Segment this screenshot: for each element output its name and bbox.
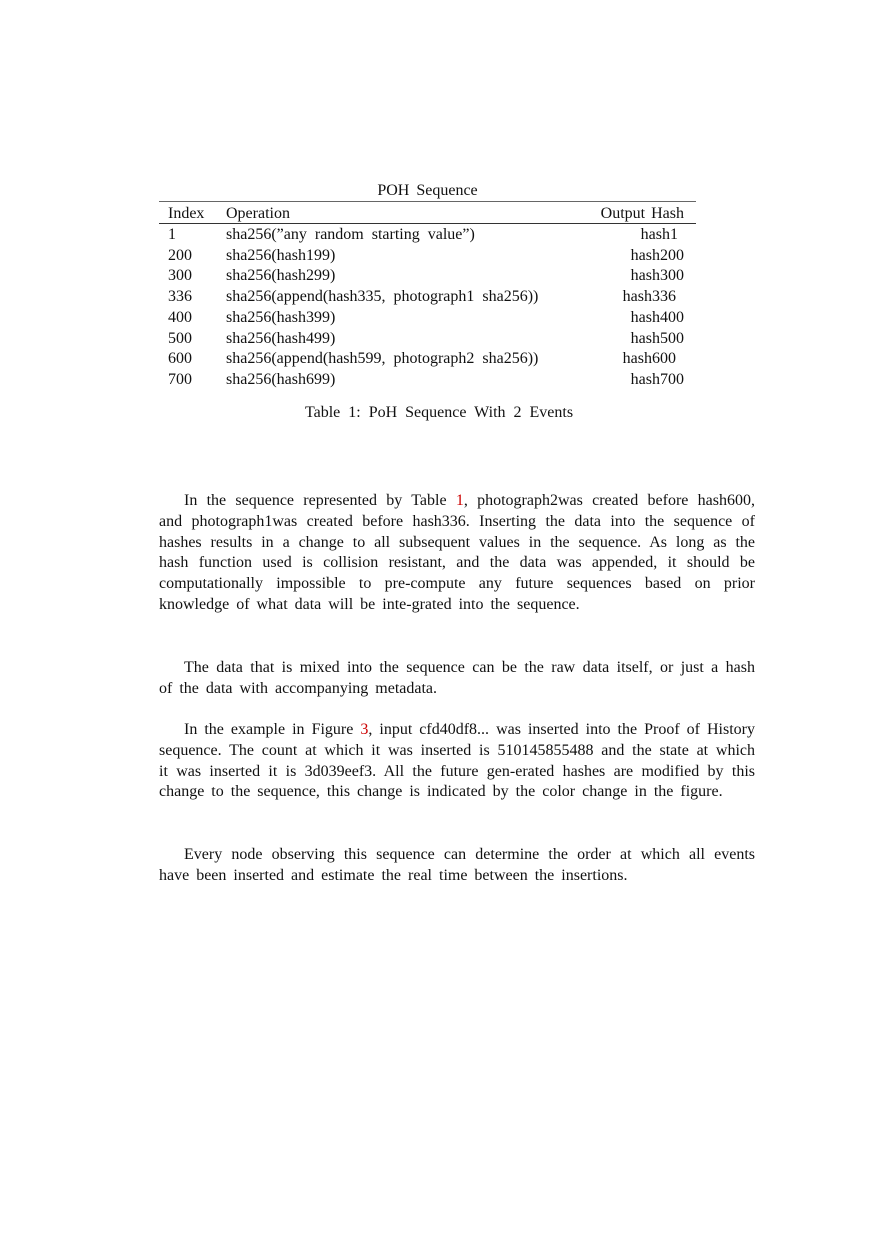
- header-output-hash: Output Hash: [581, 202, 696, 224]
- table-row: [159, 266, 696, 287]
- cell-operation: sha256(hash199): [226, 246, 336, 264]
- table-title-text: POH Sequence: [377, 182, 478, 199]
- cell-output: hash300: [630, 267, 684, 285]
- paragraph-table-explanation: [159, 491, 755, 637]
- paragraph-text: , input cfd40df8... was inserted into the Proof of History sequence. The count at which it was inserted is 510145855488 and the state at which it was inserted it is 3d039eef3. All the future gen-erated hashes are modified by this change to the sequence, this change is indicated by the color change in the figure.: [159, 721, 756, 801]
- paragraph-text: The data that is mixed into the sequence can be the raw data itself, or just a hash of the data with accompanying metadata.: [159, 659, 755, 697]
- table-row: [159, 349, 696, 370]
- cell-index: 336: [168, 288, 192, 306]
- cell-operation: sha256(append(hash599, photograph2 sha256)): [226, 350, 539, 368]
- cell-index: 600: [168, 350, 192, 368]
- cell-output: hash336: [622, 288, 676, 306]
- table-reference-link[interactable]: 1: [455, 492, 464, 509]
- cell-operation: sha256(hash499): [226, 329, 336, 347]
- cell-index: 400: [168, 308, 192, 326]
- cell-index: 200: [168, 246, 192, 264]
- cell-operation: sha256(hash299): [226, 267, 336, 285]
- poh-sequence-table-block: [159, 181, 696, 391]
- cell-output: hash1: [640, 226, 678, 243]
- table-row: [159, 308, 696, 329]
- table-title: [159, 181, 696, 201]
- paragraph-node-observing: [159, 845, 755, 907]
- table-row: [159, 287, 696, 308]
- table-row: [159, 329, 696, 350]
- header-index: Index: [159, 202, 226, 224]
- cell-index: 500: [168, 329, 192, 347]
- cell-operation: sha256(append(hash335, photograph1 sha256)): [226, 288, 539, 306]
- cell-operation: sha256(hash699): [226, 370, 336, 388]
- cell-operation: sha256(”any random starting value”): [226, 226, 475, 243]
- figure-reference-link[interactable]: 3: [360, 721, 369, 738]
- table-row: [159, 370, 696, 391]
- table-header-row: [159, 202, 696, 224]
- table-row: [159, 246, 696, 267]
- table-row: [159, 224, 696, 246]
- header-operation: Operation: [226, 202, 581, 224]
- cell-output: hash500: [630, 329, 684, 347]
- cell-index: 300: [168, 267, 192, 285]
- paragraph-text: In the sequence represented by Table: [184, 492, 456, 509]
- cell-index: 700: [168, 370, 192, 388]
- cell-output: hash200: [630, 246, 684, 264]
- paragraph-mixed-data: [159, 658, 755, 720]
- paragraph-text: , photograph2was created before hash600, and photograph1was created before hash336. Inserting the data into the sequence of hashes results in a change to all subsequent values in the sequence. As long as the hash function used is collision resistant, and the data was appended, it should be computationally impossible to pre-compute any future sequences based on prior knowledge of what data will be inte-grated into the sequence.: [159, 492, 755, 613]
- cell-output: hash600: [622, 350, 676, 368]
- cell-output: hash400: [630, 308, 684, 326]
- paragraph-text: In the example in Figure: [184, 721, 361, 738]
- paragraph-figure-example: [159, 720, 755, 824]
- cell-index: 1: [168, 226, 176, 243]
- poh-sequence-table: [159, 201, 696, 391]
- table-caption: Table 1: PoH Sequence With 2 Events: [304, 404, 574, 421]
- paragraph-text: Every node observing this sequence can determine the order at which all events have been inserted and estimate the real time between the insertions.: [159, 846, 755, 884]
- cell-output: hash700: [630, 370, 684, 388]
- cell-operation: sha256(hash399): [226, 308, 336, 326]
